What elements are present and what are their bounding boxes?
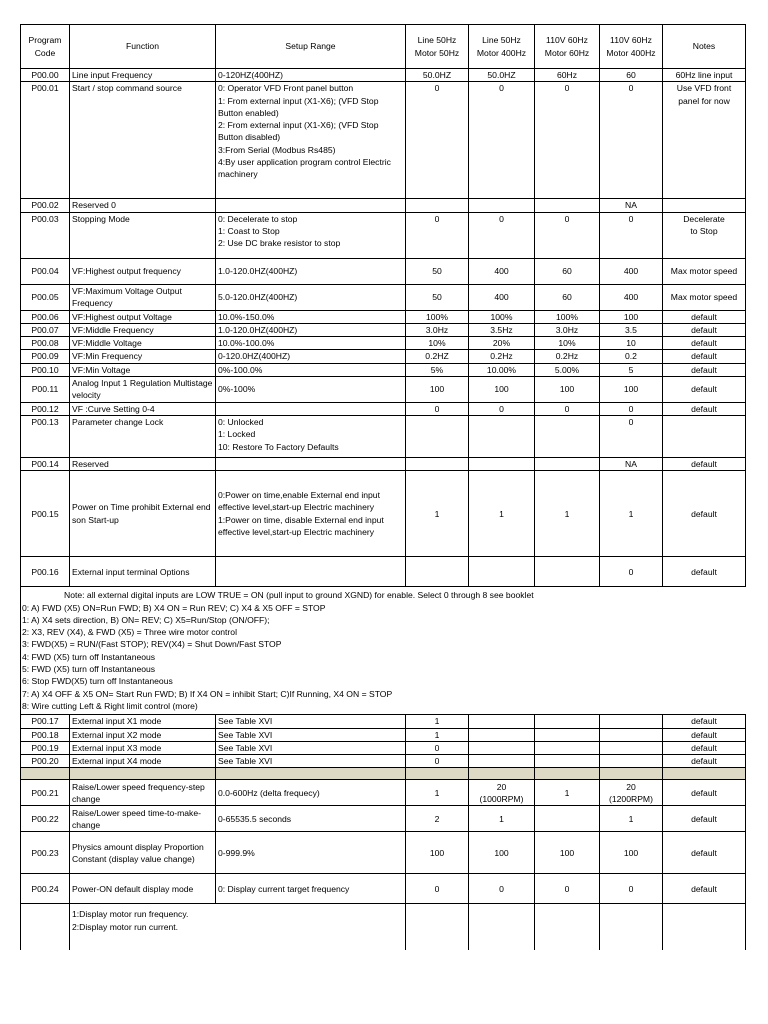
110v-motor60-cell: 5.00% (535, 363, 600, 376)
notes-cell: default (663, 715, 746, 728)
header-function: Function (70, 25, 216, 69)
notes-cell (663, 199, 746, 212)
line50-motor400-cell (469, 741, 535, 754)
setup-range-cell: See Table XVI (216, 715, 406, 728)
program-code-cell: P00.15 (21, 471, 70, 557)
function-cell: Parameter change Lock (70, 415, 216, 457)
function-cell: Stopping Mode (70, 212, 216, 258)
line50-motor400-cell: 50.0HZ (469, 69, 535, 82)
table-row (21, 323, 746, 336)
table-row (21, 199, 746, 212)
line50-motor50-cell: 2 (406, 806, 469, 832)
note-line: 5: FWD (X5) turn off Instantaneous (22, 664, 156, 675)
line50-motor50-cell: 1 (406, 780, 469, 806)
setup-range-cell: 0: Unlocked 1: Locked 10: Restore To Factory Defaults (216, 415, 406, 457)
function-cell: VF:Maximum Voltage Output Frequency (70, 284, 216, 310)
notes-cell: default (663, 471, 746, 557)
line50-motor400-cell: 1 (469, 806, 535, 832)
table-row (21, 82, 746, 199)
header-program-code: Program Code (21, 25, 70, 69)
program-code-cell: P00.13 (21, 415, 70, 457)
program-code-cell: P00.07 (21, 323, 70, 336)
setup-range-cell: 5.0-120.0HZ(400HZ) (216, 284, 406, 310)
110v-motor60-cell: 0 (535, 82, 600, 199)
110v-motor400-cell: 0 (600, 212, 663, 258)
notes-cell: default (663, 728, 746, 741)
table-row (21, 874, 746, 904)
notes-cell: default (663, 457, 746, 470)
note-block (21, 587, 746, 715)
notes-cell: default (663, 806, 746, 832)
setup-range-cell: 0%-100% (216, 377, 406, 403)
line50-motor400-cell: 100 (469, 377, 535, 403)
table-body-speed (21, 780, 746, 904)
110v-motor400-cell: 400 (600, 284, 663, 310)
function-cell: Analog Input 1 Regulation Multistage velocity (70, 377, 216, 403)
setup-range-cell (216, 457, 406, 470)
program-code-cell: P00.05 (21, 284, 70, 310)
notes-cell: Use VFD front panel for now (663, 82, 746, 199)
table-row (21, 755, 746, 768)
line50-motor400-cell: 20% (469, 337, 535, 350)
line50-motor400-cell: 0 (469, 874, 535, 904)
program-code-cell: P00.23 (21, 832, 70, 874)
110v-motor400-cell: 60 (600, 69, 663, 82)
header-row (21, 25, 746, 69)
function-cell: External input X2 mode (70, 728, 216, 741)
line50-motor50-cell (406, 557, 469, 587)
function-cell: VF:Highest output Voltage (70, 310, 216, 323)
110v-motor60-cell: 100 (535, 377, 600, 403)
function-cell: VF:Middle Frequency (70, 323, 216, 336)
setup-range-cell: 1.0-120.0HZ(400HZ) (216, 258, 406, 284)
program-code-cell: P00.10 (21, 363, 70, 376)
110v-motor400-cell (600, 715, 663, 728)
setup-range-cell: See Table XVI (216, 755, 406, 768)
setup-range-cell: 0-999.9% (216, 832, 406, 874)
table-row (21, 402, 746, 415)
line50-motor400-cell: 100 (469, 832, 535, 874)
110v-motor60-cell: 60 (535, 284, 600, 310)
notes-cell: 60Hz line input (663, 69, 746, 82)
110v-motor400-cell: 100 (600, 832, 663, 874)
function-cell: Reserved (70, 457, 216, 470)
notes-cell: default (663, 557, 746, 587)
function-cell: VF:Middle Voltage (70, 337, 216, 350)
table-row (21, 741, 746, 754)
110v-motor60-cell (535, 728, 600, 741)
line50-motor50-cell: 0 (406, 82, 469, 199)
header-notes: Notes (663, 25, 746, 69)
function-cell: Reserved 0 (70, 199, 216, 212)
notes-cell: Max motor speed (663, 258, 746, 284)
table-row (21, 728, 746, 741)
line50-motor400-cell (469, 199, 535, 212)
function-cell: VF:Min Voltage (70, 363, 216, 376)
line50-motor400-cell (469, 715, 535, 728)
function-cell: External input X4 mode (70, 755, 216, 768)
line50-motor400-cell (469, 415, 535, 457)
line50-motor50-cell: 1 (406, 728, 469, 741)
note-lines (22, 602, 744, 713)
notes-cell: Max motor speed (663, 284, 746, 310)
header-110v-motor400: 110V 60Hz Motor 400Hz (600, 25, 663, 69)
program-code-cell: P00.06 (21, 310, 70, 323)
setup-range-cell: See Table XVI (216, 728, 406, 741)
program-code-cell: P00.19 (21, 741, 70, 754)
program-code-cell: P00.00 (21, 69, 70, 82)
line50-motor400-cell: 400 (469, 284, 535, 310)
table-row (21, 363, 746, 376)
line50-motor50-cell: 10% (406, 337, 469, 350)
program-code-cell: P00.17 (21, 715, 70, 728)
setup-range-cell: 0.0-600Hz (delta frequecy) (216, 780, 406, 806)
table-row (21, 806, 746, 832)
table-row (21, 350, 746, 363)
line50-motor400-cell: 10.00% (469, 363, 535, 376)
table-row (21, 69, 746, 82)
notes-cell: default (663, 337, 746, 350)
notes-cell: default (663, 874, 746, 904)
110v-motor60-cell: 0 (535, 874, 600, 904)
110v-motor60-cell (535, 415, 600, 457)
header-line50-motor50: Line 50Hz Motor 50Hz (406, 25, 469, 69)
note-line: 3: FWD(X5) = RUN/(Fast STOP); REV(X4) = Shut Down/Fast STOP (22, 639, 282, 650)
note-line: 4: FWD (X5) turn off Instantaneous (22, 651, 156, 662)
110v-motor60-cell (535, 806, 600, 832)
tail-text: 1:Display motor run frequency. 2:Display motor run current. (70, 904, 406, 951)
table-row (21, 715, 746, 728)
program-code-cell: P00.08 (21, 337, 70, 350)
110v-motor60-cell (535, 199, 600, 212)
note-line: 7: A) X4 OFF & X5 ON= Start Run FWD; B) If X4 ON = inhibit Start; C)If Running, X4 ON = STOP (22, 688, 393, 699)
110v-motor400-cell: 100 (600, 377, 663, 403)
110v-motor60-cell: 3.0Hz (535, 323, 600, 336)
setup-range-cell (216, 402, 406, 415)
setup-range-cell: 0:Power on time,enable External end input effective level,start-up Electric machinery 1:Power on time, disable External end input effective level,start-up Electric machinery (216, 471, 406, 557)
notes-cell: default (663, 323, 746, 336)
program-code-cell: P00.21 (21, 780, 70, 806)
line50-motor50-cell: 100 (406, 377, 469, 403)
110v-motor400-cell: 400 (600, 258, 663, 284)
setup-range-cell (216, 557, 406, 587)
line50-motor400-cell: 1 (469, 471, 535, 557)
notes-cell: default (663, 363, 746, 376)
setup-range-cell: 10.0%-100.0% (216, 337, 406, 350)
setup-range-cell: 0-65535.5 seconds (216, 806, 406, 832)
setup-range-cell: 0-120.0HZ(400HZ) (216, 350, 406, 363)
110v-motor60-cell: 0.2Hz (535, 350, 600, 363)
program-code-cell: P00.11 (21, 377, 70, 403)
line50-motor400-cell: 0 (469, 402, 535, 415)
110v-motor400-cell: 20 (1200RPM) (600, 780, 663, 806)
function-cell: External input X3 mode (70, 741, 216, 754)
notes-cell: default (663, 350, 746, 363)
notes-cell: default (663, 741, 746, 754)
line50-motor50-cell: 0 (406, 741, 469, 754)
line50-motor50-cell: 50.0HZ (406, 69, 469, 82)
line50-motor400-cell: 400 (469, 258, 535, 284)
line50-motor50-cell (406, 199, 469, 212)
program-code-cell: P00.14 (21, 457, 70, 470)
line50-motor50-cell: 1 (406, 715, 469, 728)
line50-motor50-cell: 3.0Hz (406, 323, 469, 336)
110v-motor60-cell (535, 741, 600, 754)
table-row (21, 780, 746, 806)
function-cell: VF:Min Frequency (70, 350, 216, 363)
110v-motor400-cell (600, 755, 663, 768)
110v-motor400-cell: 0 (600, 415, 663, 457)
program-code-cell: P00.09 (21, 350, 70, 363)
function-cell: Power on Time prohibit External end son Start-up (70, 471, 216, 557)
function-cell: External input terminal Options (70, 557, 216, 587)
110v-motor60-cell: 1 (535, 780, 600, 806)
line50-motor400-cell (469, 728, 535, 741)
setup-range-cell: 0%-100.0% (216, 363, 406, 376)
setup-range-cell (216, 199, 406, 212)
110v-motor400-cell: 100 (600, 310, 663, 323)
line50-motor50-cell: 5% (406, 363, 469, 376)
program-code-cell: P00.20 (21, 755, 70, 768)
110v-motor60-cell: 60Hz (535, 69, 600, 82)
110v-motor60-cell: 1 (535, 471, 600, 557)
table-body-main (21, 69, 746, 587)
header-setup-range: Setup Range (216, 25, 406, 69)
table-row (21, 377, 746, 403)
setup-range-cell: 0: Decelerate to stop 1: Coast to Stop 2: Use DC brake resistor to stop (216, 212, 406, 258)
notes-cell: default (663, 832, 746, 874)
table-row (21, 258, 746, 284)
110v-motor60-cell: 100% (535, 310, 600, 323)
function-cell: External input X1 mode (70, 715, 216, 728)
line50-motor50-cell (406, 415, 469, 457)
program-code-cell: P00.03 (21, 212, 70, 258)
110v-motor400-cell (600, 741, 663, 754)
header-110v-motor60: 110V 60Hz Motor 60Hz (535, 25, 600, 69)
table-body-inputs (21, 715, 746, 768)
line50-motor50-cell: 100% (406, 310, 469, 323)
110v-motor400-cell: NA (600, 199, 663, 212)
program-code-cell: P00.22 (21, 806, 70, 832)
function-cell: Raise/Lower speed frequency-step change (70, 780, 216, 806)
110v-motor60-cell: 0 (535, 212, 600, 258)
setup-range-cell: 0: Display current target frequency (216, 874, 406, 904)
tail-block (21, 904, 746, 951)
110v-motor400-cell: 1 (600, 471, 663, 557)
setup-range-cell: 0-120HZ(400HZ) (216, 69, 406, 82)
note-line: 0: A) FWD (X5) ON=Run FWD; B) X4 ON = Run REV; C) X4 & X5 OFF = STOP (22, 602, 326, 613)
function-cell: Physics amount display Proportion Constant (display value change) (70, 832, 216, 874)
program-code-cell: P00.16 (21, 557, 70, 587)
note-line: 2: X3, REV (X4), & FWD (X5) = Three wire motor control (22, 627, 237, 638)
110v-motor60-cell: 0 (535, 402, 600, 415)
110v-motor400-cell: 0 (600, 874, 663, 904)
parameter-sheet (20, 24, 745, 950)
line50-motor400-cell: 100% (469, 310, 535, 323)
notes-cell: Decelerate to Stop (663, 212, 746, 258)
110v-motor60-cell: 100 (535, 832, 600, 874)
110v-motor400-cell: 10 (600, 337, 663, 350)
setup-range-cell: 1.0-120.0HZ(400HZ) (216, 323, 406, 336)
line50-motor50-cell: 100 (406, 832, 469, 874)
notes-cell: default (663, 402, 746, 415)
note-line: 6: Stop FWD(X5) turn off Instantaneous (22, 676, 173, 687)
table-row (21, 415, 746, 457)
line50-motor50-cell (406, 457, 469, 470)
setup-range-cell: 10.0%-150.0% (216, 310, 406, 323)
table-row (21, 557, 746, 587)
line50-motor400-cell: 0.2Hz (469, 350, 535, 363)
notes-cell: default (663, 377, 746, 403)
setup-range-cell: See Table XVI (216, 741, 406, 754)
function-cell: Start / stop command source (70, 82, 216, 199)
program-code-cell: P00.24 (21, 874, 70, 904)
function-cell: VF :Curve Setting 0-4 (70, 402, 216, 415)
110v-motor400-cell: 0 (600, 557, 663, 587)
notes-cell: default (663, 755, 746, 768)
line50-motor50-cell: 1 (406, 471, 469, 557)
function-cell: Raise/Lower speed time-to-make-change (70, 806, 216, 832)
spacer-block (21, 768, 746, 780)
110v-motor60-cell: 10% (535, 337, 600, 350)
note-line: 1: A) X4 sets direction, B) ON= REV; C) X5=Run/Stop (ON/OFF); (22, 614, 270, 625)
line50-motor400-cell: 0 (469, 82, 535, 199)
line50-motor50-cell: 50 (406, 284, 469, 310)
line50-motor400-cell (469, 755, 535, 768)
110v-motor400-cell (600, 728, 663, 741)
table-row (21, 284, 746, 310)
110v-motor60-cell (535, 715, 600, 728)
line50-motor50-cell: 0 (406, 402, 469, 415)
note-line: 8: Wire cutting Left & Right limit control (more) (22, 700, 198, 711)
line50-motor400-cell: 20 (1000RPM) (469, 780, 535, 806)
program-code-cell: P00.04 (21, 258, 70, 284)
line50-motor400-cell: 0 (469, 212, 535, 258)
tail-row (21, 904, 746, 951)
function-cell: Power-ON default display mode (70, 874, 216, 904)
110v-motor60-cell (535, 755, 600, 768)
table-row (21, 212, 746, 258)
header-line50-motor400: Line 50Hz Motor 400Hz (469, 25, 535, 69)
line50-motor50-cell: 0 (406, 755, 469, 768)
program-code-cell: P00.18 (21, 728, 70, 741)
table-row (21, 471, 746, 557)
110v-motor60-cell (535, 557, 600, 587)
parameter-table (20, 24, 746, 950)
program-code-cell: P00.01 (21, 82, 70, 199)
table-row (21, 832, 746, 874)
line50-motor50-cell: 0 (406, 212, 469, 258)
setup-range-cell: 0: Operator VFD Front panel button 1: From external input (X1-X6); (VFD Stop Button enabled) 2: From external input (X1-X6); (VFD Stop Button disabled) 3:From Serial (Modbus Rs485) 4:By user application program control Electric machinery (216, 82, 406, 199)
program-code-cell: P00.02 (21, 199, 70, 212)
function-cell: VF:Highest output frequency (70, 258, 216, 284)
line50-motor400-cell (469, 457, 535, 470)
program-code-cell: P00.12 (21, 402, 70, 415)
110v-motor400-cell: 0 (600, 82, 663, 199)
notes-cell (663, 415, 746, 457)
function-cell: Line input Frequency (70, 69, 216, 82)
line50-motor400-cell: 3.5Hz (469, 323, 535, 336)
line50-motor50-cell: 50 (406, 258, 469, 284)
spacer-row (21, 768, 746, 780)
notes-cell: default (663, 310, 746, 323)
110v-motor400-cell: 0.2 (600, 350, 663, 363)
line50-motor50-cell: 0.2HZ (406, 350, 469, 363)
table-row (21, 337, 746, 350)
table-row (21, 457, 746, 470)
note-heading: Note: all external digital inputs are LOW TRUE = ON (pull input to ground XGND) for enable. Select 0 through 8 see booklet (64, 590, 534, 601)
line50-motor400-cell (469, 557, 535, 587)
110v-motor60-cell (535, 457, 600, 470)
table-row (21, 310, 746, 323)
110v-motor60-cell: 60 (535, 258, 600, 284)
notes-cell: default (663, 780, 746, 806)
110v-motor400-cell: 3.5 (600, 323, 663, 336)
line50-motor50-cell: 0 (406, 874, 469, 904)
note-text (21, 587, 746, 715)
110v-motor400-cell: NA (600, 457, 663, 470)
110v-motor400-cell: 5 (600, 363, 663, 376)
110v-motor400-cell: 0 (600, 402, 663, 415)
110v-motor400-cell: 1 (600, 806, 663, 832)
